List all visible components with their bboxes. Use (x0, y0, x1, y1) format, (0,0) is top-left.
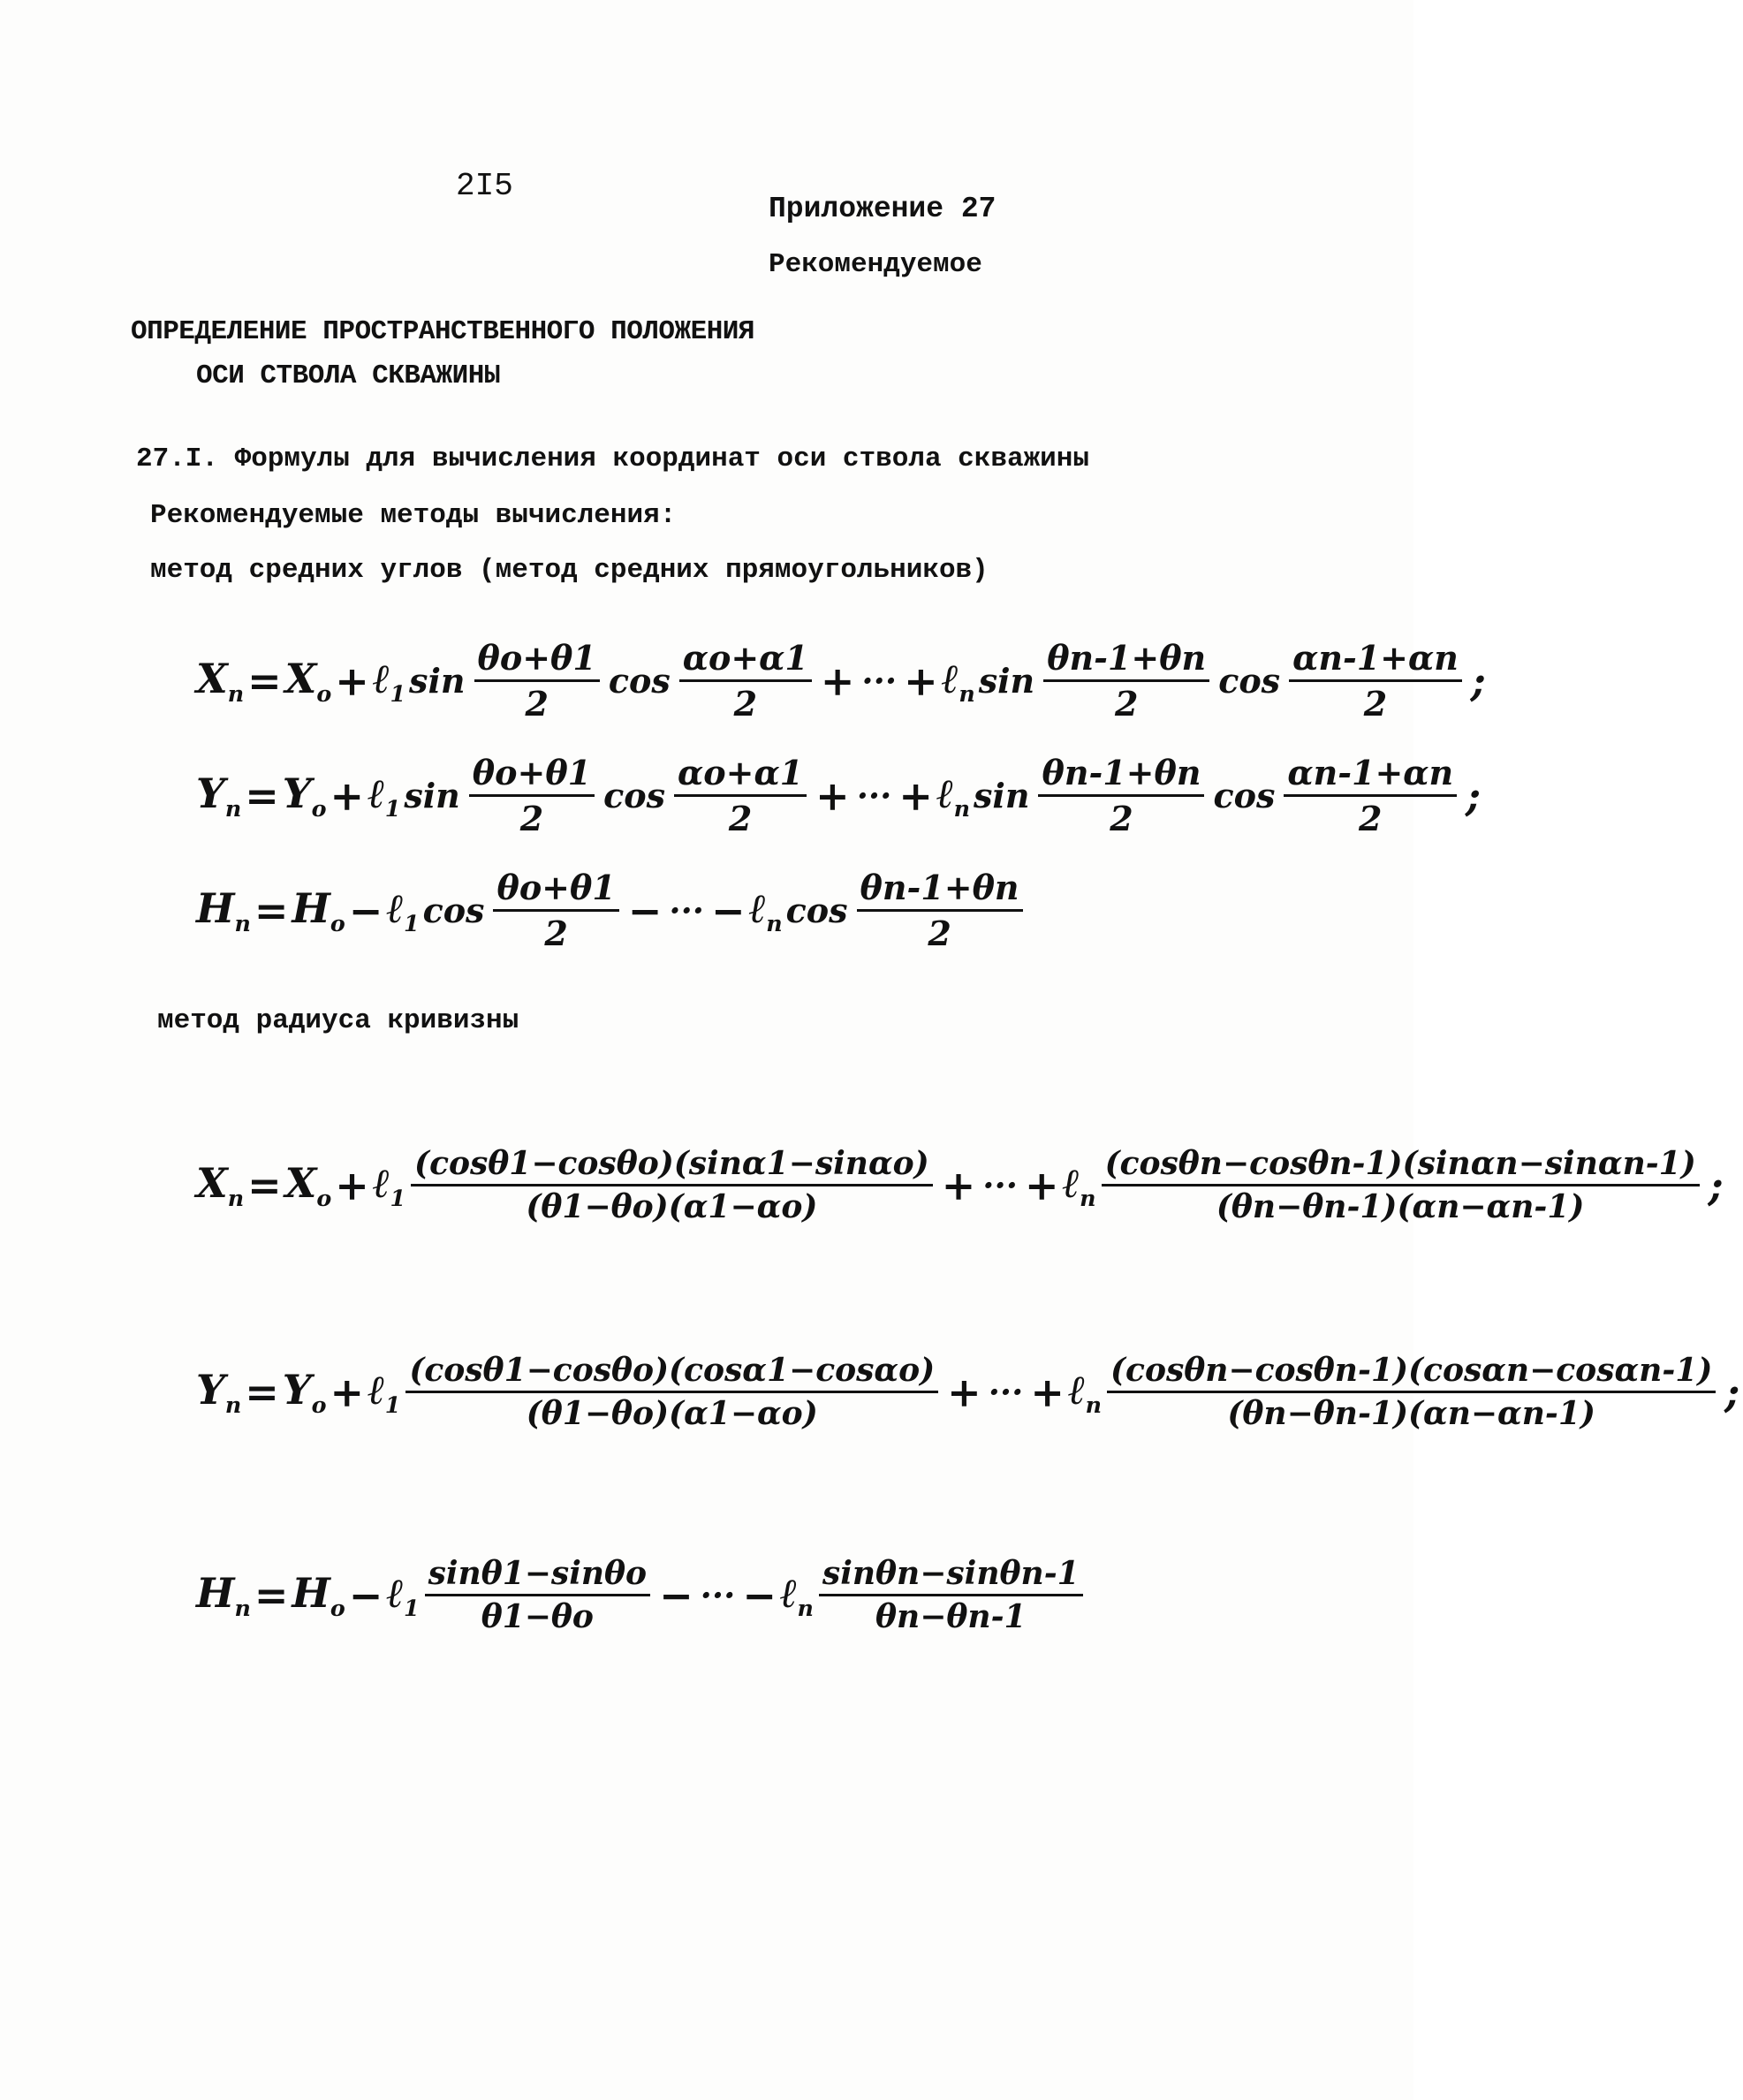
fraction: $\frac{(\cos\theta n-\cos\theta n-1)(\cos\alpha n-\cos\alpha n-1)}{(\theta n-\theta n-1)(\alpha n-\alpha n-1)}$ (1107, 1352, 1716, 1432)
formula-x-average-angles: $X_n$ = $X_o$ + ℓ$_1$ sin $\frac{\theta o+\theta 1}{2}$ cos $\frac{\alpha o+\alpha 1}{2}$ + ··· + ℓ$_n$ sin $\frac{\theta n-1+\theta n}{2}$ cos $\frac{\alpha n-1+\alpha n}{2}$ ; (196, 638, 1486, 724)
formula-x-curvature-radius: $X_n$ = $X_o$ + ℓ$_1$ $\frac{(\cos\theta 1-\cos\theta o)(\sin\alpha 1-\sin\alpha o)}{(\theta 1-\theta o)(\alpha 1-\alpha o)}$ + ··· + ℓ$_n$ $\frac{(\cos\theta n-\cos\theta n-1)(\sin\alpha n-\sin\alpha n-1)}{(\theta n-\theta n-1)(\alpha n-\alpha n-1)}$ ; (196, 1145, 1724, 1225)
var-y: $Y_n$ (196, 769, 242, 823)
fraction: $\frac{\theta o+\theta 1}{2}$ (493, 868, 618, 953)
appendix-title: Приложение 27 (769, 193, 997, 225)
recommended-label: Рекомендуемое (769, 249, 982, 280)
formula-h-average-angles: $H_n$ = $H_o$ − ℓ$_1$ cos $\frac{\theta o+\theta 1}{2}$ − ··· − ℓ$_n$ cos $\frac{\theta n-1+\theta n}{2}$ (196, 868, 1028, 953)
fraction: $\frac{\theta o+\theta 1}{2}$ (469, 753, 595, 838)
fraction: $\frac{\theta o+\theta 1}{2}$ (474, 638, 600, 724)
heading-line-1: ОПРЕДЕЛЕНИЕ ПРОСТРАНСТВЕННОГО ПОЛОЖЕНИЯ (131, 316, 755, 347)
var-h: $H_n$ (196, 883, 251, 937)
fraction: $\frac{\theta n-1+\theta n}{2}$ (1038, 753, 1204, 838)
section-title: 27.I. Формулы для вычисления координат оси ствола скважины (136, 444, 1089, 474)
fraction: $\frac{\alpha n-1+\alpha n}{2}$ (1284, 753, 1457, 838)
fraction: $\frac{\sin\theta 1-\sin\theta o}{\theta 1-\theta o}$ (425, 1555, 650, 1635)
fraction: $\frac{(\cos\theta n-\cos\theta n-1)(\sin\alpha n-\sin\alpha n-1)}{(\theta n-\theta n-1)(\alpha n-\alpha n-1)}$ (1102, 1145, 1700, 1225)
method-average-angles-label: метод средних углов (метод средних прямоугольников) (150, 555, 989, 586)
formula-y-average-angles: $Y_n$ = $Y_o$ + ℓ$_1$ sin $\frac{\theta o+\theta 1}{2}$ cos $\frac{\alpha o+\alpha 1}{2}$ + ··· + ℓ$_n$ sin $\frac{\theta n-1+\theta n}{2}$ cos $\frac{\alpha n-1+\alpha n}{2}$ ; (196, 753, 1482, 838)
formula-h-curvature-radius: $H_n$ = $H_o$ − ℓ$_1$ $\frac{\sin\theta 1-\sin\theta o}{\theta 1-\theta o}$ − ··· − ℓ$_n$ $\frac{\sin\theta n-\sin\theta n-1}{\theta n-\theta n-1}$ (196, 1555, 1088, 1635)
formula-y-curvature-radius: $Y_n$ = $Y_o$ + ℓ$_1$ $\frac{(\cos\theta 1-\cos\theta o)(\cos\alpha 1-\cos\alpha o)}{(\theta 1-\theta o)(\alpha 1-\alpha o)}$ + ··· + ℓ$_n$ $\frac{(\cos\theta n-\cos\theta n-1)(\cos\alpha n-\cos\alpha n-1)}{(\theta n-\theta n-1)(\alpha n-\alpha n-1)}$ ; (196, 1352, 1740, 1432)
fraction: $\frac{\alpha o+\alpha 1}{2}$ (679, 638, 812, 724)
fraction: $\frac{(\cos\theta 1-\cos\theta o)(\sin\alpha 1-\sin\alpha o)}{(\theta 1-\theta o)(\alpha 1-\alpha o)}$ (411, 1145, 933, 1225)
fraction: $\frac{\alpha n-1+\alpha n}{2}$ (1289, 638, 1462, 724)
fraction: $\frac{(\cos\theta 1-\cos\theta o)(\cos\alpha 1-\cos\alpha o)}{(\theta 1-\theta o)(\alpha 1-\alpha o)}$ (405, 1352, 938, 1432)
fraction: $\frac{\sin\theta n-\sin\theta n-1}{\theta n-\theta n-1}$ (819, 1555, 1083, 1635)
fraction: $\frac{\alpha o+\alpha 1}{2}$ (674, 753, 807, 838)
fraction: $\frac{\theta n-1+\theta n}{2}$ (857, 868, 1023, 953)
var-x: $X_n$ (196, 654, 245, 708)
heading-line-2: ОСИ СТВОЛА СКВАЖИНЫ (196, 360, 500, 391)
method-curvature-radius-label: метод радиуса кривизны (157, 1005, 519, 1036)
fraction: $\frac{\theta n-1+\theta n}{2}$ (1043, 638, 1209, 724)
methods-intro: Рекомендуемые методы вычисления: (150, 500, 677, 531)
page-number: 2I5 (456, 168, 513, 204)
